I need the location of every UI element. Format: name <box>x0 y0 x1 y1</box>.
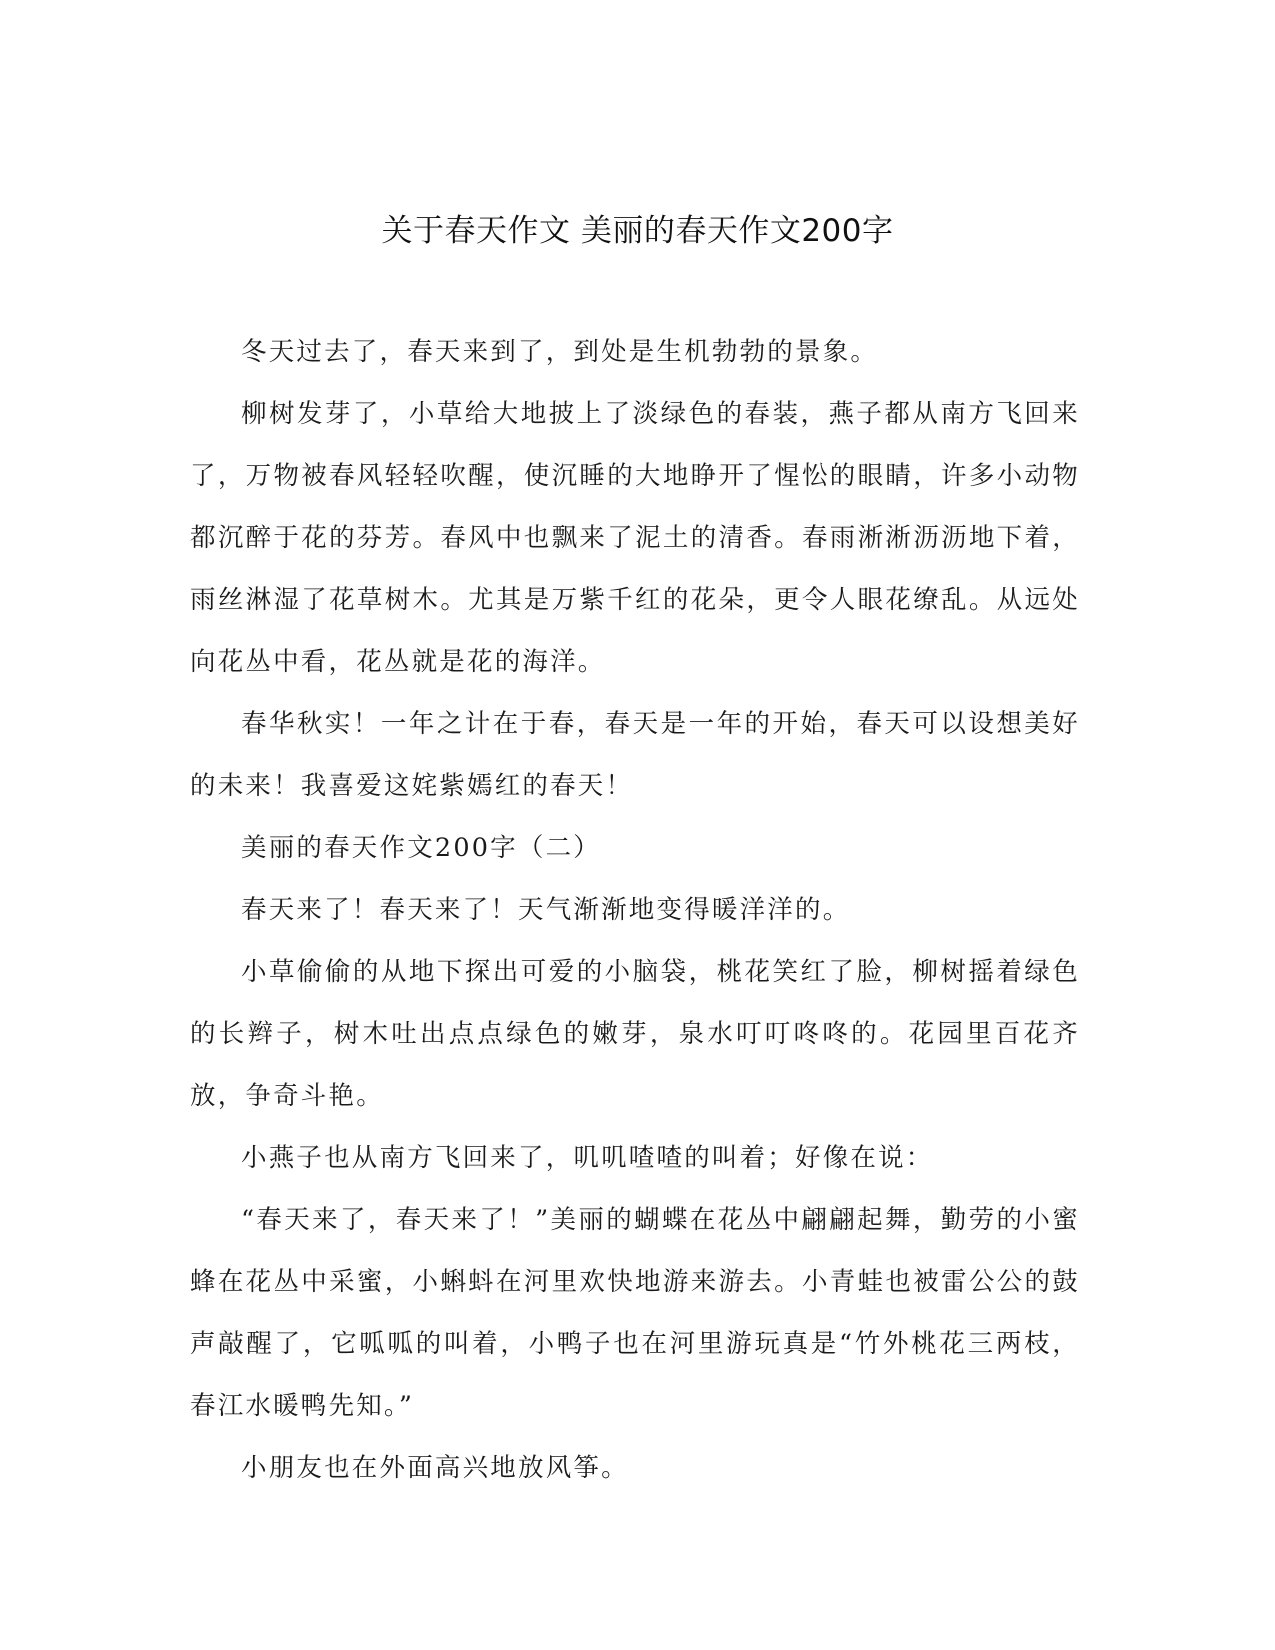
paragraph: 冬天过去了，春天来到了，到处是生机勃勃的景象。 <box>241 337 879 367</box>
paragraph: 小燕子也从南方飞回来了，叽叽喳喳的叫着；好像在说： <box>241 1143 934 1173</box>
paragraph: 小朋友也在外面高兴地放风筝。 <box>241 1453 629 1483</box>
section-heading: 美丽的春天作文200字（二） <box>241 833 601 863</box>
document-body <box>190 321 1080 1499</box>
paragraph: 春华秋实！一年之计在于春，春天是一年的开始，春天可以设想美好的未来！我喜爱这姹紫嫣红的春天！ <box>190 709 1080 801</box>
document-title: 关于春天作文 美丽的春天作文200字 <box>381 213 894 249</box>
paragraph: 柳树发芽了，小草给大地披上了淡绿色的春装，燕子都从南方飞回来了，万物被春风轻轻吹醒，使沉睡的大地睁开了惺忪的眼睛，许多小动物都沉醉于花的芬芳。春风中也飘来了泥土的清香。春雨淅淅沥沥地下着，雨丝淋湿了花草树木。尤其是万紫千红的花朵，更令人眼花缭乱。从远处向花丛中看，花丛就是花的海洋。 <box>190 399 1080 677</box>
paragraph: 春天来了！春天来了！天气渐渐地变得暖洋洋的。 <box>241 895 851 925</box>
paragraph: 小草偷偷的从地下探出可爱的小脑袋，桃花笑红了脸，柳树摇着绿色的长辫子，树木吐出点点绿色的嫩芽，泉水叮叮咚咚的。花园里百花齐放，争奇斗艳。 <box>190 957 1080 1111</box>
paragraph: “春天来了，春天来了！”美丽的蝴蝶在花丛中翩翩起舞，勤劳的小蜜蜂在花丛中采蜜，小蝌蚪在河里欢快地游来游去。小青蛙也被雷公公的鼓声敲醒了，它呱呱的叫着，小鸭子也在河里游玩真是“竹外桃花三两枝，春江水暖鸭先知。” <box>190 1205 1080 1421</box>
